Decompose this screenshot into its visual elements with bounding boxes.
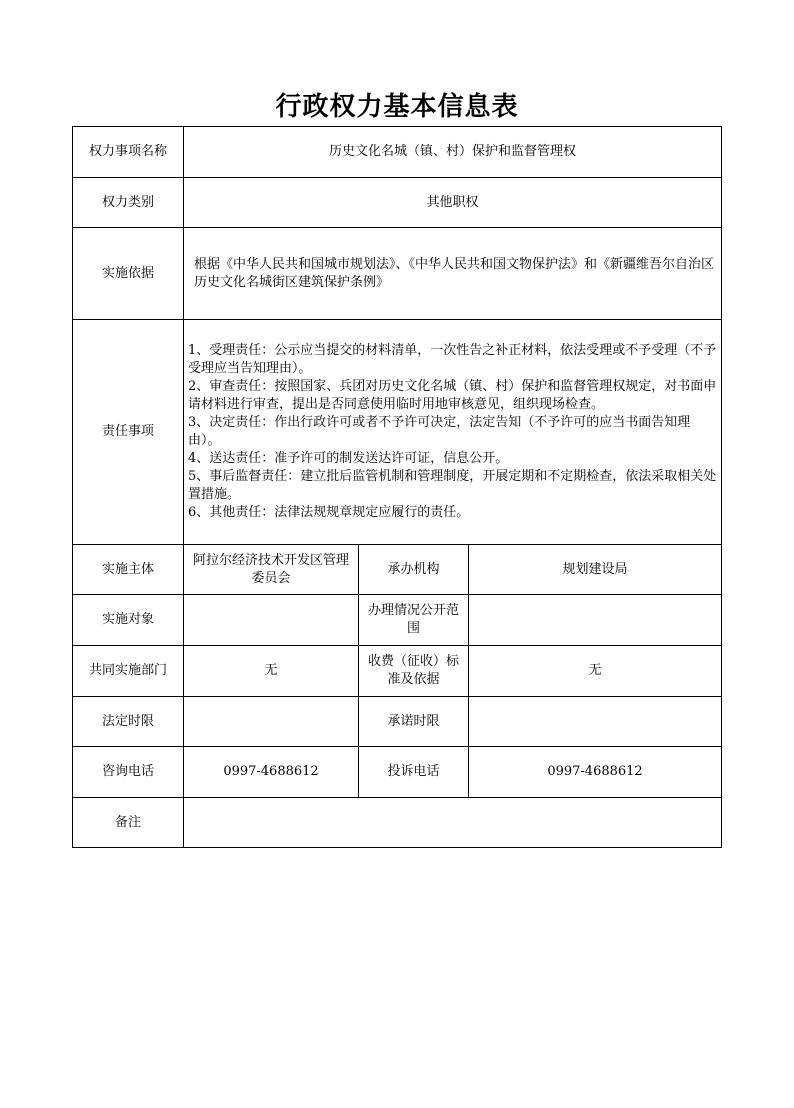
row-category xyxy=(73,178,722,228)
handling-org-label: 承办机构 xyxy=(359,545,469,595)
fee-standard-label: 收费（征收）标准及依据 xyxy=(359,646,469,697)
row-responsibility xyxy=(73,320,722,545)
row-subject xyxy=(73,545,722,595)
row-remarks xyxy=(73,798,722,848)
category-label: 权力类别 xyxy=(73,178,184,228)
complaint-phone-label: 投诉电话 xyxy=(359,747,469,798)
item-name-label: 权力事项名称 xyxy=(73,127,184,178)
subject-label: 实施主体 xyxy=(73,545,184,595)
item-name-value: 历史文化名城（镇、村）保护和监督管理权 xyxy=(184,127,722,178)
target-value xyxy=(184,595,359,646)
joint-dept-label: 共同实施部门 xyxy=(73,646,184,697)
subject-value: 阿拉尔经济技术开发区管理委员会 xyxy=(184,545,359,595)
legal-time-limit-value xyxy=(184,697,359,747)
legal-time-limit-label: 法定时限 xyxy=(73,697,184,747)
target-label: 实施对象 xyxy=(73,595,184,646)
basis-label: 实施依据 xyxy=(73,228,184,320)
row-target xyxy=(73,595,722,646)
handling-org-value: 规划建设局 xyxy=(469,545,722,595)
promised-time-limit-label: 承诺时限 xyxy=(359,697,469,747)
complaint-phone-value: 0997-4688612 xyxy=(469,747,722,798)
row-time-limit xyxy=(73,697,722,747)
remarks-value xyxy=(184,798,722,848)
fee-standard-value: 无 xyxy=(469,646,722,697)
info-table xyxy=(72,126,722,848)
disclosure-scope-label: 办理情况公开范围 xyxy=(359,595,469,646)
basis-value: 根据《中华人民共和国城市规划法》、《中华人民共和国文物保护法》和《新疆维吾尔自治区历史文化名城街区建筑保护条例》 xyxy=(184,228,722,320)
row-phone xyxy=(73,747,722,798)
row-basis xyxy=(73,228,722,320)
responsibility-label: 责任事项 xyxy=(73,320,184,545)
joint-dept-value: 无 xyxy=(184,646,359,697)
row-item-name xyxy=(73,127,722,178)
responsibility-value: 1、受理责任：公示应当提交的材料清单，一次性告之补正材料，依法受理或不予受理（不予受理应当告知理由）。 2、审查责任：按照国家、兵团对历史文化名城（镇、村）保护和监督管理权规定，对书面申请材料进行审查，提出是否同意使用临时用地审核意见，组织现场检查。 3、决定责任：作出行政许可或者不予许可决定，法定告知（不予许可的应当书面告知理由）。 4、送达责任：准予许可的制发送达许可证，信息公开。 5、事后监督责任：建立批后监管机制和管理制度，开展定期和不定期检查，依法采取相关处置措施。 6、其他责任：法律法规规章规定应履行的责任。 xyxy=(184,320,722,545)
row-joint xyxy=(73,646,722,697)
promised-time-limit-value xyxy=(469,697,722,747)
consult-phone-label: 咨询电话 xyxy=(73,747,184,798)
remarks-label: 备注 xyxy=(73,798,184,848)
disclosure-scope-value xyxy=(469,595,722,646)
category-value: 其他职权 xyxy=(184,178,722,228)
consult-phone-value: 0997-4688612 xyxy=(184,747,359,798)
page-title: 行政权力基本信息表 xyxy=(275,92,519,122)
